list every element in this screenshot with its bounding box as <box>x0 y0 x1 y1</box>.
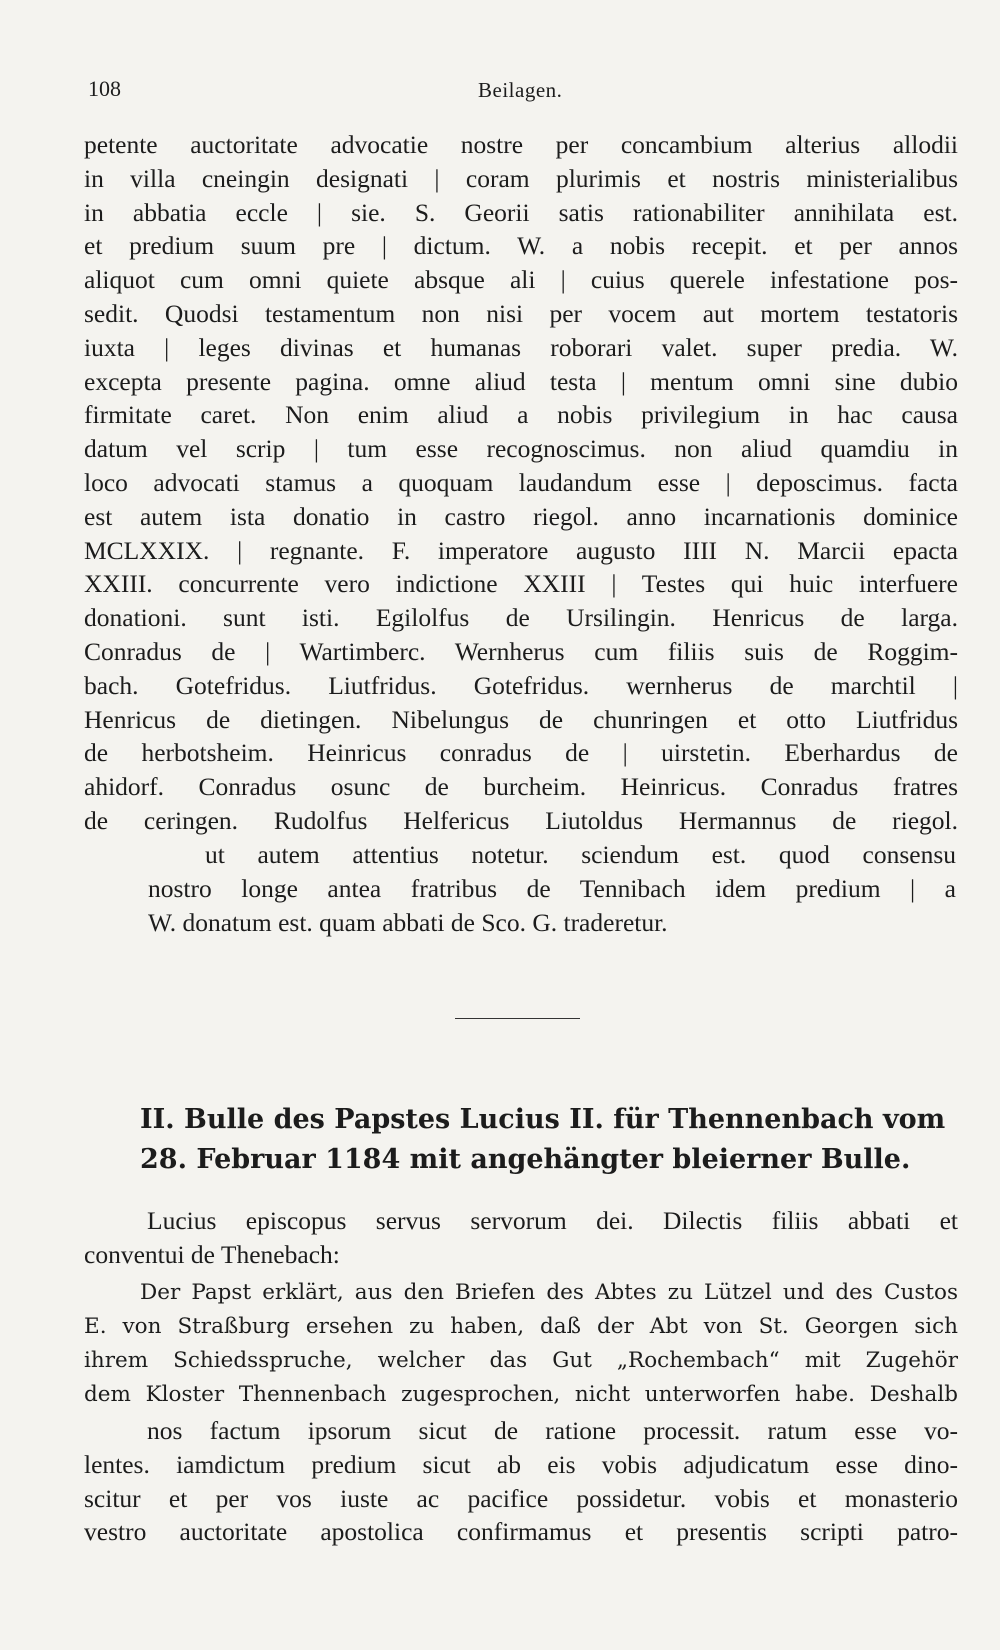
german-summary-block <box>84 1276 958 1412</box>
text-line: firmitate caret. Non enim aliud a nobis privilegium in hac causa <box>84 400 958 430</box>
text-line: ahidorf. Conradus osunc de burcheim. Heinricus. Conradus fratres <box>84 772 958 802</box>
running-head <box>88 76 956 106</box>
text-line: vestro auctoritate apostolica confirmamus et presentis scripti patro- <box>84 1517 958 1547</box>
text-line: in abbatia eccle | sie. S. Georii satis rationabiliter annihilata est. <box>84 197 958 227</box>
charter-note-block <box>148 838 956 939</box>
charter-text-block <box>84 128 958 838</box>
summary-line: E. von Straßburg ersehen zu haben, daß der Abt von St. Georgen sich <box>84 1314 958 1339</box>
page-number: 108 <box>88 76 121 101</box>
text-line: aliquot cum omni quiete absque ali | cuius querele infestatione pos- <box>84 265 958 295</box>
summary-line: ihrem Schiedsspruche, welcher das Gut „Rochembach“ mit Zugehör <box>84 1348 958 1373</box>
text-line: XXIII. concurrente vero indictione XXIII | Testes qui huic interfuere <box>84 569 958 599</box>
text-line: est autem ista donatio in castro riegol. anno incarnationis dominice <box>84 501 958 531</box>
text-line: iuxta | leges divinas et humanas roborari valet. super predia. W. <box>84 332 958 362</box>
text-line: et predium suum pre | dictum. W. a nobis recepit. et per annos <box>84 231 958 261</box>
text-line: MCLXXIX. | regnante. F. imperatore augusto IIII N. Marcii epacta <box>84 535 958 565</box>
text-line: de herbotsheim. Heinricus conradus de | uirstetin. Eberhardus de <box>84 738 958 768</box>
bull-text-block <box>84 1414 958 1549</box>
text-line: datum vel scrip | tum esse recognoscimus. non aliud quamdiu in <box>84 434 958 464</box>
summary-line: dem Kloster Thennenbach zugesprochen, nicht unterworfen habe. Deshalb <box>84 1382 958 1407</box>
text-line: nos factum ipsorum sicut de ratione processit. ratum esse vo- <box>147 1416 958 1445</box>
text-line: sedit. Quodsi testamentum non nisi per vocem aut mortem testatoris <box>84 298 958 328</box>
text-line: petente auctoritate advocatie nostre per concambium alterius allodii <box>84 130 958 159</box>
text-line: bach. Gotefridus. Liutfridus. Gotefridus. wernherus de marchtil | <box>84 670 958 700</box>
text-line: Henricus de dietingen. Nibelungus de chunringen et otto Liutfridus <box>84 704 958 734</box>
summary-line: Der Papst erklärt, aus den Briefen des Abtes zu Lützel und des Custos <box>140 1280 958 1305</box>
text-line: de ceringen. Rudolfus Helfericus Liutoldus Hermannus de riegol. <box>84 805 958 835</box>
text-line: in villa cneingin designati | coram plurimis et nostris ministerialibus <box>84 163 958 193</box>
note-line: nostro longe antea fratribus de Tennibach idem predium | a <box>148 873 956 903</box>
note-line: W. donatum est. quam abbati de Sco. G. traderetur. <box>148 907 668 937</box>
bull-opening-block <box>84 1204 958 1272</box>
note-line: ut autem attentius notetur. sciendum est. quod consensu <box>205 840 956 869</box>
section-heading-line-1: II. Bulle des Papstes Lucius II. für Thennenbach vom <box>140 1104 946 1135</box>
text-line: lentes. iamdictum predium sicut ab eis vobis adjudicatum esse dino- <box>84 1449 958 1479</box>
section-divider <box>455 1018 580 1019</box>
text-line: Conradus de | Wartimberc. Wernherus cum filiis suis de Roggim- <box>84 636 958 666</box>
text-line: scitur et per vos iuste ac pacifice possidetur. vobis et monasterio <box>84 1483 958 1513</box>
text-line: donationi. sunt isti. Egilolfus de Ursilingin. Henricus de larga. <box>84 603 958 633</box>
text-line: Lucius episcopus servus servorum dei. Dilectis filiis abbati et <box>147 1206 958 1235</box>
text-line: conventui de Thenebach: <box>84 1239 340 1269</box>
text-line: excepta presente pagina. omne aliud testa | mentum omni sine dubio <box>84 366 958 396</box>
section-heading-line-2: 28. Februar 1184 mit angehängter bleierner Bulle. <box>140 1144 911 1175</box>
running-head-title: Beilagen. <box>478 78 563 102</box>
text-line: loco advocati stamus a quoquam laudandum esse | deposcimus. facta <box>84 467 958 497</box>
